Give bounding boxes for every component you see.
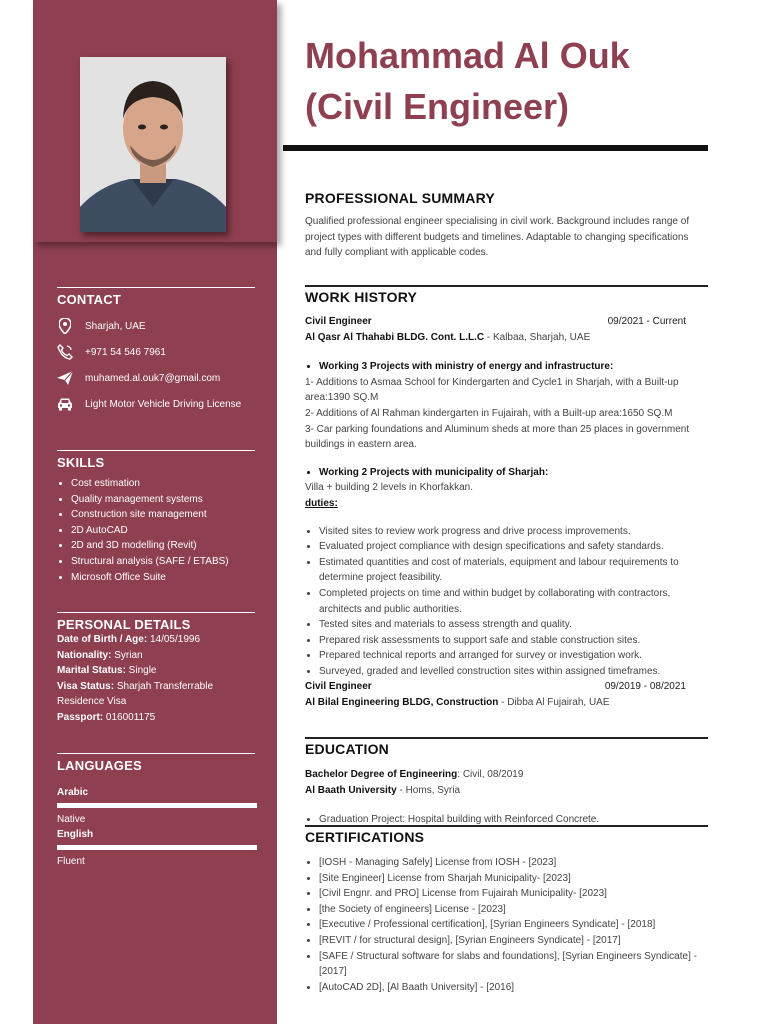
phone-icon: [57, 344, 73, 360]
contact-location-text: Sharjah, UAE: [85, 320, 146, 332]
language-level: Native: [57, 813, 86, 825]
project-line: 2- Additions of Al Rahman kindergarten in Fujairah, with a Built-up area:1650 SQ.M: [305, 407, 673, 419]
visa-label: Visa Status:: [57, 680, 115, 692]
duty-item: • Surveyed, graded and levelled construction sites within assigned timeframes.: [319, 664, 708, 680]
contact-license-text: Light Motor Vehicle Driving License: [85, 398, 242, 410]
marital-label: Marital Status:: [57, 665, 126, 677]
duty-item: • Visited sites to review work progress and drive process improvements.: [319, 524, 708, 540]
certifications-body: [305, 855, 708, 995]
visa-value: Sharjah Transferrable Residence Visa: [57, 680, 214, 708]
certification-item: • [IOSH - Managing Safely] License from IOSH - [2023]: [319, 855, 708, 871]
project-group-1: [305, 359, 708, 375]
visa-row: [57, 679, 255, 710]
skill-item: • Microsoft Office Suite: [71, 570, 255, 586]
job-header: [305, 314, 708, 330]
certification-item: • [AutoCAD 2D], [Al Baath University] - [2016]: [319, 980, 708, 996]
contact-section: [57, 287, 255, 417]
language-level: Fluent: [57, 855, 85, 867]
certifications-list: [305, 855, 708, 995]
skill-item: • Structural analysis (SAFE / ETABS): [71, 554, 255, 570]
personal-details-section: [57, 612, 255, 726]
location-pin-icon: [57, 318, 73, 334]
contact-title: CONTACT: [57, 287, 255, 307]
languages-list: [57, 785, 255, 869]
project-line: 3- Car parking foundations and Aluminum sheds at more than 25 places in government buildings in eastern area.: [305, 423, 690, 451]
sidebar: [33, 0, 277, 1024]
contact-location: [57, 313, 255, 339]
dob-label: Date of Birth / Age:: [57, 634, 148, 645]
certification-item: • [the Society of engineers] License - [2023]: [319, 902, 708, 918]
marital-value: Single: [125, 665, 157, 677]
duties-label: duties:: [305, 497, 338, 509]
work-title: WORK HISTORY: [305, 289, 418, 305]
job-role: Civil Engineer: [305, 681, 372, 693]
contact-phone-text: +971 54 546 7961: [85, 346, 166, 358]
contact-email-text[interactable]: muhamed.al.ouk7@gmail.com: [85, 372, 221, 384]
certification-item: • [Civil Engnr. and PRO] License from Fujairah Municipality- [2023]: [319, 886, 708, 902]
certification-item: • [SAFE / Structural software for slabs and foundations], [Syrian Engineers Syndicate] - [2017]: [319, 949, 708, 980]
personal-details-title: PERSONAL DETAILS: [57, 612, 255, 632]
job-location: - Kalbaa, Sharjah, UAE: [484, 331, 591, 343]
project-line: Villa + building 2 levels in Khorfakkan.: [305, 482, 473, 494]
certification-item: • [REVIT / for structural design], [Syrian Engineers Syndicate] - [2017]: [319, 933, 708, 949]
job-role: Civil Engineer: [305, 316, 372, 327]
nationality-row: [57, 648, 255, 664]
duty-item: • Tested sites and materials to assess strength and quality.: [319, 617, 708, 633]
skill-item: • Cost estimation: [71, 476, 255, 492]
name-line: Mohammad Al Ouk: [305, 35, 630, 76]
skill-item: • Construction site management: [71, 507, 255, 523]
job-company: Al Qasr Al Thahabi BLDG. Cont. L.L.C: [305, 331, 485, 343]
degree-name: Bachelor Degree of Engineering: [305, 769, 458, 780]
passport-row: [57, 710, 255, 726]
dob-row: [57, 632, 255, 648]
education-title: EDUCATION: [305, 741, 389, 757]
languages-section: [57, 753, 255, 869]
job-location: - Dibba Al Fujairah, UAE: [498, 697, 610, 709]
nationality-label: Nationality:: [57, 649, 112, 661]
skills-section: [57, 450, 255, 585]
project-group-2: [305, 465, 708, 481]
skills-title: SKILLS: [57, 450, 255, 470]
paper-plane-icon: [57, 370, 73, 386]
personal-details-body: [57, 632, 255, 726]
passport-label: Passport:: [57, 711, 104, 723]
car-icon: [57, 396, 73, 412]
language-name: Arabic: [57, 787, 89, 798]
job-company-row: [305, 695, 708, 711]
portrait-photo: [80, 57, 226, 232]
summary-text: Qualified professional engineer specialising in civil work. Background includes range of project types with different budgets and timelines. Adaptable to changing specifications and fully compliant with applicable codes.: [305, 216, 690, 259]
certification-item: • [Site Engineer] License from Sharjah Municipality- [2023]: [319, 871, 708, 887]
degree-row: [305, 767, 708, 783]
duty-item: • Prepared technical reports and arranged for survey or investigation work.: [319, 648, 708, 664]
language-name: English: [57, 829, 94, 841]
job-company: Al Bilal Engineering BLDG, Construction: [305, 697, 499, 709]
project-line: 1- Additions to Asmaa School for Kindergarten and Cycle1 in Sharjah, with a Built-up area:1390 SQ.M: [305, 376, 679, 404]
header-divider: [283, 145, 708, 151]
sidebar-photo-panel: [33, 0, 277, 242]
graduation-project: • Graduation Project: Hospital building with Reinforced Concrete.: [319, 812, 708, 828]
languages-title: LANGUAGES: [57, 753, 255, 773]
duties-list: [305, 524, 708, 680]
contact-email[interactable]: [57, 365, 255, 391]
certifications-title: CERTIFICATIONS: [305, 829, 425, 845]
work-divider: [305, 285, 708, 287]
project-group-title: • Working 2 Projects with municipality of Sharjah:: [319, 465, 708, 481]
duty-item: • Prepared risk assessments to support safe and stable construction sites.: [319, 633, 708, 649]
summary-title: PROFESSIONAL SUMMARY: [305, 190, 495, 206]
certifications-divider: [305, 825, 708, 827]
job-header: [305, 679, 708, 695]
skill-item: • 2D AutoCAD: [71, 523, 255, 539]
title-line: (Civil Engineer): [305, 86, 570, 127]
nationality-value: Syrian: [111, 649, 143, 661]
skill-item: • Quality management systems: [71, 492, 255, 508]
skill-item: • 2D and 3D modelling (Revit): [71, 538, 255, 554]
job-dates: 09/2019 - 08/2021: [604, 681, 686, 693]
education-divider: [305, 737, 708, 739]
school-name: Al Baath University: [305, 784, 397, 796]
certification-item: • [Executive / Professional certification], [Syrian Engineers Syndicate] - [2018]: [319, 917, 708, 933]
candidate-name: [305, 30, 725, 132]
school-row: [305, 783, 708, 799]
skills-list: [57, 476, 255, 585]
work-history-body: [305, 314, 708, 711]
education-body: [305, 767, 708, 828]
job-dates: 09/2021 - Current: [607, 316, 686, 327]
duty-item: • Estimated quantities and cost of materials, equipment and labour requirements to determine project feasibility.: [319, 555, 708, 586]
school-location: - Homs, Syria: [396, 784, 461, 796]
contact-phone: [57, 339, 255, 365]
passport-value: 016001175: [103, 711, 156, 723]
profile-photo: [80, 57, 226, 232]
language-bar: [57, 845, 257, 850]
contact-license: [57, 391, 255, 417]
dob-value: 14/05/1996: [147, 634, 201, 645]
marital-row: [57, 663, 255, 679]
project-group-title: • Working 3 Projects with ministry of energy and infrastructure:: [319, 359, 708, 375]
degree-detail: : Civil, 08/2019: [457, 769, 524, 780]
duty-item: • Evaluated project compliance with design specifications and safety standards.: [319, 539, 708, 555]
job-company-row: [305, 330, 708, 346]
language-bar: [57, 803, 257, 808]
duty-item: • Completed projects on time and within budget by collaborating with contractors, architects and public authorities.: [319, 586, 708, 617]
